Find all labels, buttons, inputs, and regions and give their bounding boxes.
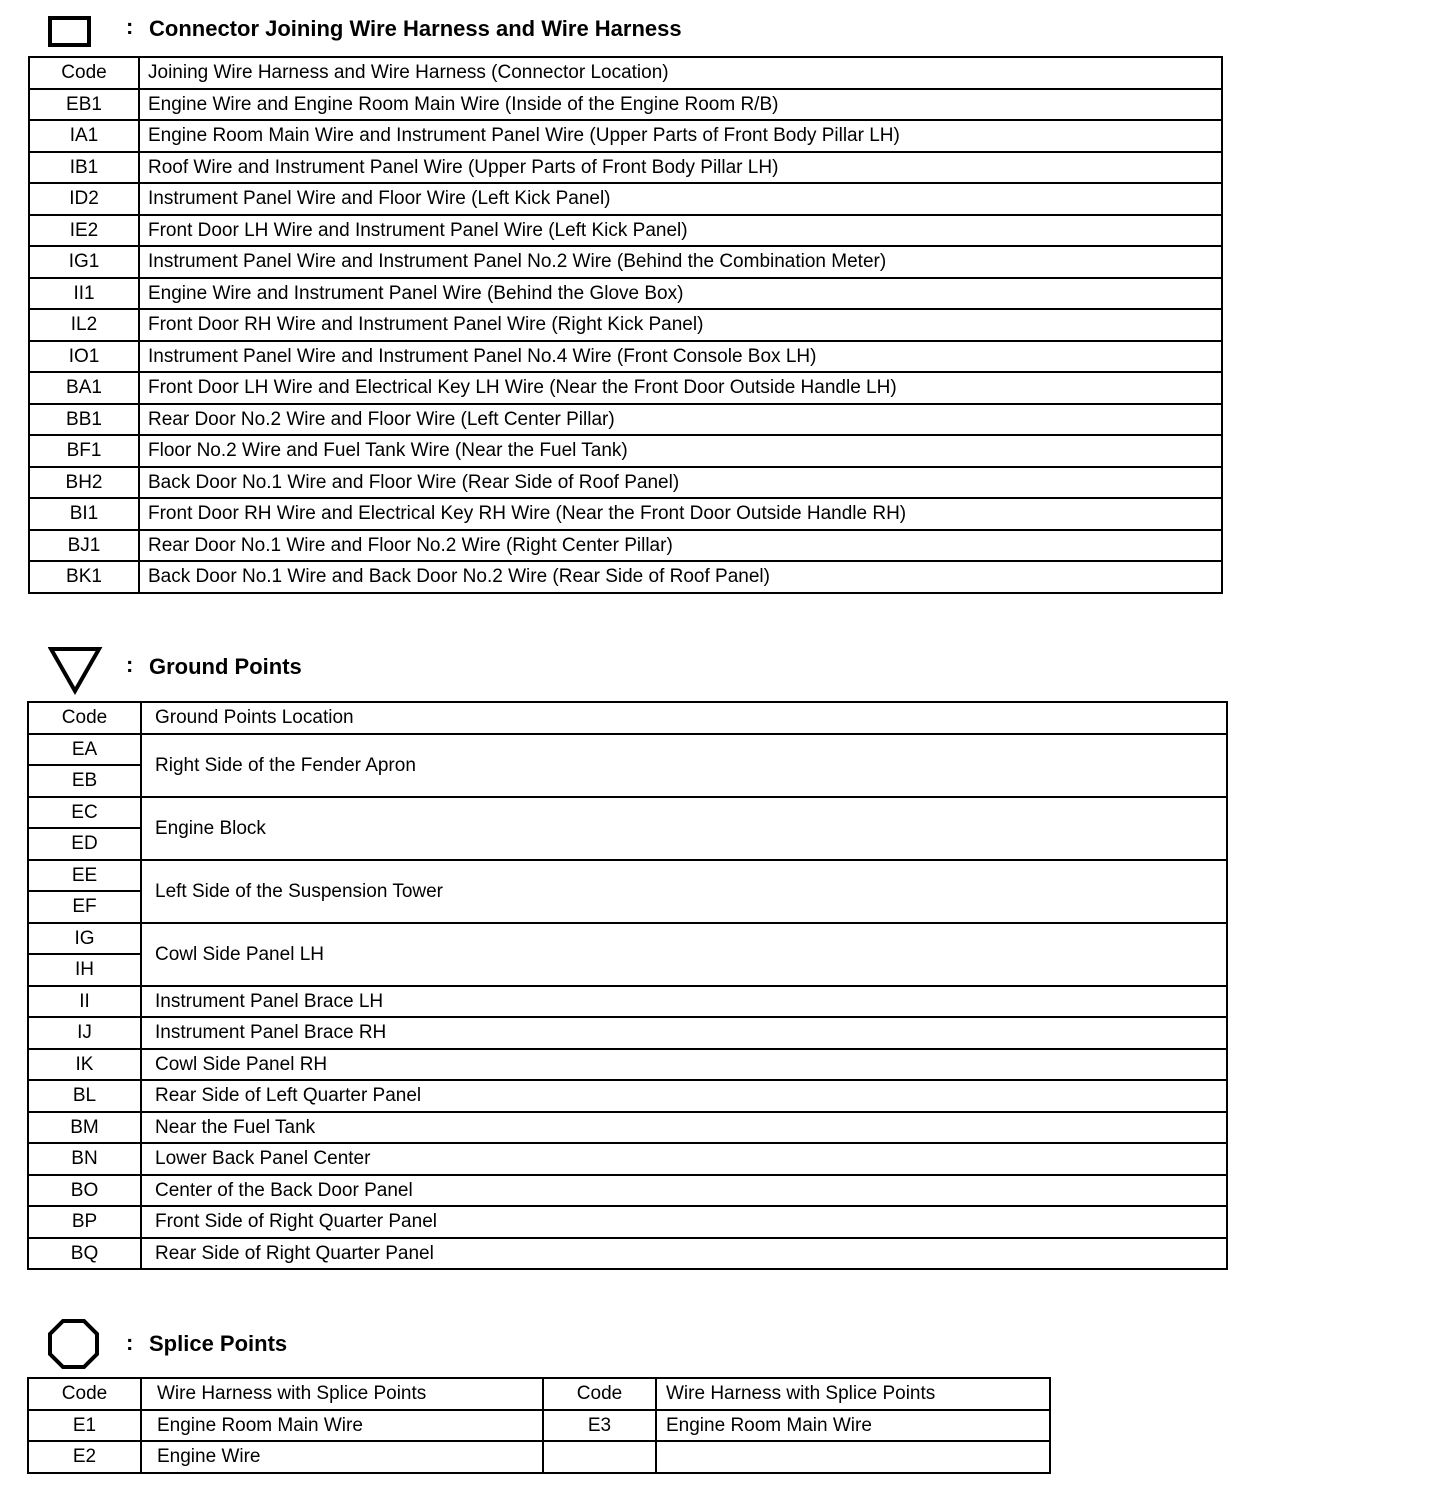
ground-code: BM	[28, 1112, 141, 1144]
connector-location: Instrument Panel Wire and Instrument Panel No.4 Wire (Front Console Box LH)	[139, 341, 1222, 373]
table-header-row	[28, 702, 1227, 734]
table-row	[28, 1410, 1050, 1442]
splice-code	[543, 1441, 656, 1473]
table-row	[29, 309, 1222, 341]
square-icon	[48, 16, 92, 48]
harness-header: Wire Harness with Splice Points	[141, 1378, 543, 1410]
connector-location: Front Door RH Wire and Instrument Panel Wire (Right Kick Panel)	[139, 309, 1222, 341]
ground-location: Front Side of Right Quarter Panel	[141, 1206, 1227, 1238]
ground-code: IH	[28, 954, 141, 986]
table-row	[28, 1080, 1227, 1112]
connector-code: IL2	[29, 309, 139, 341]
table-row	[28, 1112, 1227, 1144]
table-row	[28, 797, 1227, 829]
location-header: Joining Wire Harness and Wire Harness (Connector Location)	[139, 57, 1222, 89]
table-row	[29, 530, 1222, 562]
connector-location: Rear Door No.2 Wire and Floor Wire (Left Center Pillar)	[139, 404, 1222, 436]
table-row	[29, 152, 1222, 184]
ground-code: EB	[28, 765, 141, 797]
connector-location: Front Door LH Wire and Electrical Key LH Wire (Near the Front Door Outside Handle LH)	[139, 372, 1222, 404]
table-row	[28, 1049, 1227, 1081]
connector-code: IA1	[29, 120, 139, 152]
ground-code: EE	[28, 860, 141, 892]
ground-code: IK	[28, 1049, 141, 1081]
table-row	[28, 1441, 1050, 1473]
ground-location: Rear Side of Left Quarter Panel	[141, 1080, 1227, 1112]
connector-location: Instrument Panel Wire and Instrument Panel No.2 Wire (Behind the Combination Meter)	[139, 246, 1222, 278]
ground-location: Rear Side of Right Quarter Panel	[141, 1238, 1227, 1270]
splice-points-table	[27, 1377, 1051, 1474]
connector-location: Rear Door No.1 Wire and Floor No.2 Wire (Right Center Pillar)	[139, 530, 1222, 562]
connector-code: IO1	[29, 341, 139, 373]
table-row	[28, 734, 1227, 766]
table-row	[28, 1143, 1227, 1175]
table-row	[29, 435, 1222, 467]
connector-code: IB1	[29, 152, 139, 184]
table-row	[29, 372, 1222, 404]
table-row	[29, 561, 1222, 593]
connector-location: Instrument Panel Wire and Floor Wire (Left Kick Panel)	[139, 183, 1222, 215]
table-row	[29, 404, 1222, 436]
splice-section-header	[0, 1318, 1456, 1358]
ground-code: ED	[28, 828, 141, 860]
table-row	[28, 986, 1227, 1018]
ground-location: Instrument Panel Brace RH	[141, 1017, 1227, 1049]
splice-harness: Engine Room Main Wire	[656, 1410, 1050, 1442]
table-row	[28, 1238, 1227, 1270]
ground-code: II	[28, 986, 141, 1018]
table-row	[29, 467, 1222, 499]
table-row	[29, 183, 1222, 215]
code-header: Code	[29, 57, 139, 89]
harness-header: Wire Harness with Splice Points	[656, 1378, 1050, 1410]
splice-harness	[656, 1441, 1050, 1473]
ground-location: Near the Fuel Tank	[141, 1112, 1227, 1144]
connector-section-title: Connector Joining Wire Harness and Wire Harness	[149, 16, 682, 41]
ground-code: EA	[28, 734, 141, 766]
ground-code: BO	[28, 1175, 141, 1207]
location-header: Ground Points Location	[141, 702, 1227, 734]
connector-location: Engine Wire and Instrument Panel Wire (Behind the Glove Box)	[139, 278, 1222, 310]
connector-code: BF1	[29, 435, 139, 467]
ground-code: EC	[28, 797, 141, 829]
connector-location: Engine Wire and Engine Room Main Wire (Inside of the Engine Room R/B)	[139, 89, 1222, 121]
ground-location: Right Side of the Fender Apron	[141, 734, 1227, 797]
connector-code: ID2	[29, 183, 139, 215]
colon: :	[126, 1330, 134, 1355]
connector-code: IG1	[29, 246, 139, 278]
ground-location: Instrument Panel Brace LH	[141, 986, 1227, 1018]
connector-table	[28, 56, 1223, 594]
triangle-down-icon	[48, 645, 104, 695]
splice-harness: Engine Wire	[141, 1441, 543, 1473]
ground-code: BN	[28, 1143, 141, 1175]
ground-location: Cowl Side Panel LH	[141, 923, 1227, 986]
connector-code: BB1	[29, 404, 139, 436]
table-row	[29, 498, 1222, 530]
table-row	[29, 246, 1222, 278]
ground-location: Cowl Side Panel RH	[141, 1049, 1227, 1081]
ground-code: IJ	[28, 1017, 141, 1049]
connector-location: Back Door No.1 Wire and Floor Wire (Rear Side of Roof Panel)	[139, 467, 1222, 499]
octagon-icon	[47, 1318, 101, 1370]
colon: :	[126, 14, 134, 39]
splice-code: E1	[28, 1410, 141, 1442]
connector-code: IE2	[29, 215, 139, 247]
ground-points-table	[27, 701, 1228, 1270]
connector-code: BA1	[29, 372, 139, 404]
connector-code: BJ1	[29, 530, 139, 562]
connector-location: Front Door RH Wire and Electrical Key RH Wire (Near the Front Door Outside Handle RH)	[139, 498, 1222, 530]
table-row	[28, 1206, 1227, 1238]
connector-code: II1	[29, 278, 139, 310]
table-row	[28, 860, 1227, 892]
table-header-row	[28, 1378, 1050, 1410]
ground-code: BQ	[28, 1238, 141, 1270]
table-header-row	[29, 57, 1222, 89]
connector-code: BK1	[29, 561, 139, 593]
code-header: Code	[28, 1378, 141, 1410]
colon: :	[126, 652, 134, 677]
ground-code: EF	[28, 891, 141, 923]
connector-code: BH2	[29, 467, 139, 499]
connector-code: EB1	[29, 89, 139, 121]
table-row	[29, 120, 1222, 152]
code-header: Code	[28, 702, 141, 734]
connector-location: Roof Wire and Instrument Panel Wire (Upper Parts of Front Body Pillar LH)	[139, 152, 1222, 184]
connector-code: BI1	[29, 498, 139, 530]
ground-code: BP	[28, 1206, 141, 1238]
table-row	[28, 1017, 1227, 1049]
connector-section-header	[0, 10, 1456, 50]
splice-harness: Engine Room Main Wire	[141, 1410, 543, 1442]
table-row	[29, 278, 1222, 310]
connector-location: Engine Room Main Wire and Instrument Panel Wire (Upper Parts of Front Body Pillar LH)	[139, 120, 1222, 152]
ground-section-title: Ground Points	[149, 654, 302, 679]
table-row	[28, 923, 1227, 955]
ground-location: Left Side of the Suspension Tower	[141, 860, 1227, 923]
splice-section-title: Splice Points	[149, 1331, 288, 1356]
table-row	[29, 215, 1222, 247]
table-row	[29, 89, 1222, 121]
splice-code: E2	[28, 1441, 141, 1473]
ground-location: Lower Back Panel Center	[141, 1143, 1227, 1175]
code-header: Code	[543, 1378, 656, 1410]
ground-location: Engine Block	[141, 797, 1227, 860]
splice-code: E3	[543, 1410, 656, 1442]
ground-section-header	[0, 642, 1456, 682]
table-row	[29, 341, 1222, 373]
table-row	[28, 1175, 1227, 1207]
connector-location: Back Door No.1 Wire and Back Door No.2 Wire (Rear Side of Roof Panel)	[139, 561, 1222, 593]
ground-location: Center of the Back Door Panel	[141, 1175, 1227, 1207]
ground-code: IG	[28, 923, 141, 955]
connector-location: Floor No.2 Wire and Fuel Tank Wire (Near the Fuel Tank)	[139, 435, 1222, 467]
ground-code: BL	[28, 1080, 141, 1112]
connector-location: Front Door LH Wire and Instrument Panel Wire (Left Kick Panel)	[139, 215, 1222, 247]
